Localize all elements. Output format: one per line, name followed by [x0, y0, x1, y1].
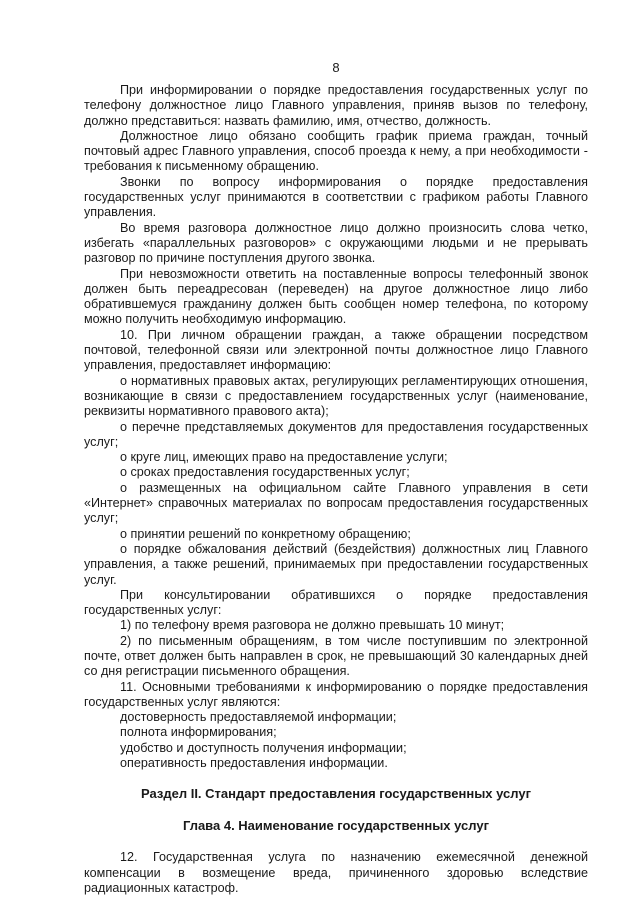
paragraph-conversation: Во время разговора должностное лицо должно произносить слова четко, избегать «параллельных разговоров» с окружающими людьми и не прерывать разговор по причине поступления другого звонка. — [84, 220, 588, 266]
paragraph-phone-info: При информировании о порядке предоставления государственных услуг по телефону должностное лицо Главного управления, приняв вызов по телефону, должно представиться: назвать фамилию, имя, отчество, должность. — [84, 83, 588, 128]
list-item-normative-acts: о нормативных правовых актах, регулирующих регламентирующих отношения, возникающие в связи с предоставлением государственных услуг (наименование, реквизиты нормативного правового акта); — [84, 373, 588, 419]
page-number: 8 — [332, 60, 340, 75]
chapter-heading: Глава 4. Наименование государственных услуг — [182, 818, 490, 834]
list-item-promptness: оперативность предоставления информации. — [120, 756, 388, 771]
paragraph-11: 11. Основными требованиями к информированию о порядке предоставления государственных услуг являются: — [84, 679, 588, 709]
list-item-written-limit: 2) по письменным обращениям, в том числе поступившим по электронной почте, ответ должен быть направлен в срок, не превышающий 30 календарных дней со дня регистрации письменного обращения. — [84, 633, 588, 679]
paragraph-consulting: При консультировании обратившихся о порядке предоставления государственных услуг: — [84, 587, 588, 618]
paragraph-redirect: При невозможности ответить на поставленные вопросы телефонный звонок должен быть переадресован (переведен) на другое должностное лицо либо обратившемуся гражданину должен быть сообщен номер телефона, по которому можно получить необходимую информацию. — [84, 266, 588, 327]
list-item-reliability: достоверность предоставляемой информации; — [120, 710, 397, 725]
section-heading: Раздел II. Стандарт предоставления государственных услуг — [141, 786, 531, 802]
list-item-decisions: о принятии решений по конкретному обращению; — [120, 526, 411, 541]
list-item-website: о размещенных на официальном сайте Главного управления в сети «Интернет» справочных материалах по вопросам предоставления государственных услуг; — [84, 480, 588, 526]
paragraph-calls: Звонки по вопросу информирования о порядке предоставления государственных услуг принимаются в соответствии с графиком работы Главного управления. — [84, 174, 588, 220]
paragraph-12: 12. Государственная услуга по назначению ежемесячной денежной компенсации в возмещение вреда, причиненного здоровью вследствие радиационных катастроф. — [84, 850, 588, 895]
paragraph-10: 10. При личном обращении граждан, а также обращении посредством почтовой, телефонной связи или электронной почты должностное лицо Главного управления, предоставляет информацию: — [84, 327, 588, 373]
list-item-documents: о перечне представляемых документов для предоставления государственных услуг; — [84, 419, 588, 449]
list-item-phone-limit: 1) по телефону время разговора не должно превышать 10 минут; — [120, 618, 505, 633]
list-item-appeal: о порядке обжалования действий (бездействия) должностных лиц Главного управления, а также решений, принимаемых при предоставлении государственных услуг. — [84, 541, 588, 587]
list-item-terms: о сроках предоставления государственных услуг; — [120, 465, 410, 480]
list-item-convenience: удобство и доступность получения информации; — [120, 740, 407, 755]
list-item-completeness: полнота информирования; — [120, 725, 277, 740]
list-item-persons: о круге лиц, имеющих право на предоставление услуги; — [120, 450, 448, 465]
paragraph-schedule: Должностное лицо обязано сообщить график приема граждан, точный почтовый адрес Главного управления, способ проезда к нему, а при необходимости - требования к письменному обращению. — [84, 128, 588, 174]
